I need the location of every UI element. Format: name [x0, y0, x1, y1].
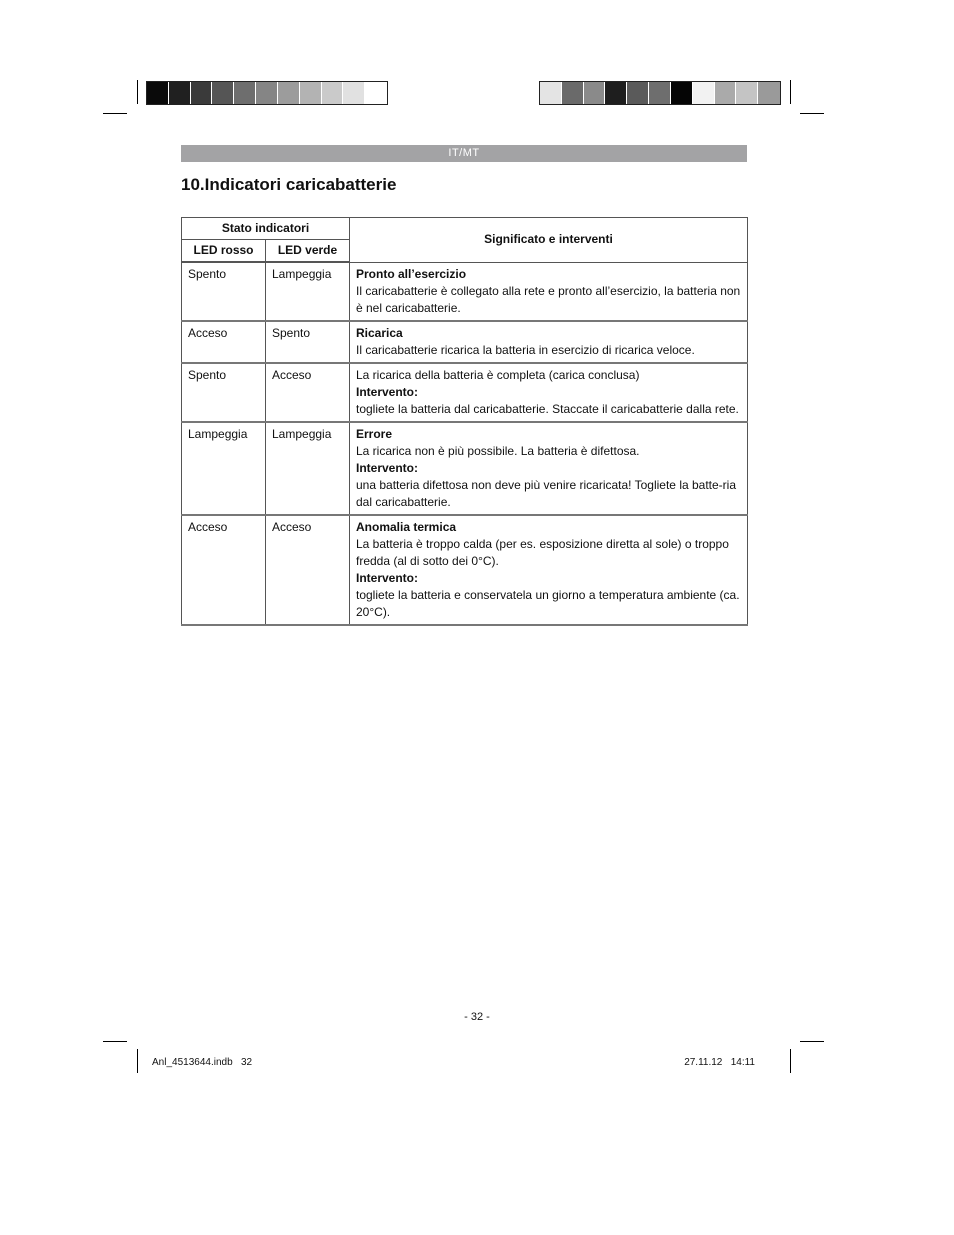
color-swatch [540, 82, 562, 104]
cell-meaning [350, 363, 748, 422]
header-meaning: Significato e interventi [350, 218, 748, 263]
meaning-description: La ricarica non è più possibile. La batteria è difettosa. [356, 443, 640, 458]
color-swatch [234, 82, 256, 104]
color-swatch [605, 82, 627, 104]
color-swatch [736, 82, 758, 104]
header-green-led: LED verde [266, 240, 350, 263]
cell-green-led: Acceso [266, 363, 350, 422]
meaning-description: La batteria è troppo calda (per es. esposizione diretta al sole) o troppo fredda (al di sotto dei 0°C). [356, 536, 729, 568]
language-band: IT/MT [181, 145, 747, 162]
cell-red-led: Acceso [182, 515, 266, 625]
meaning-description: Il caricabatterie è collegato alla rete e pronto all’esercizio, la batteria non è nel caricabatterie. [356, 283, 741, 315]
footer-date: 27.11.12 14:11 [684, 1057, 755, 1068]
color-swatch [715, 82, 737, 104]
color-swatch [169, 82, 191, 104]
color-swatch [343, 82, 365, 104]
cell-green-led: Lampeggia [266, 422, 350, 515]
table-body [182, 262, 748, 625]
action-text: una batteria difettosa non deve più venire ricaricata! Togliete la batte-ria dal caricabatterie. [356, 477, 737, 509]
color-swatch [322, 82, 344, 104]
color-swatch [278, 82, 300, 104]
action-label: Intervento: [356, 570, 419, 585]
cell-meaning [350, 321, 748, 363]
table-row [182, 422, 748, 515]
header-red-led: LED rosso [182, 240, 266, 263]
meaning-title: Pronto all’esercizio [356, 266, 467, 281]
meaning-title: Errore [356, 426, 393, 441]
section-title: 10.Indicatori caricabatterie [181, 175, 397, 194]
crop-mark [800, 1041, 824, 1042]
action-text: togliete la batteria e conservatela un giorno a temperatura ambiente (ca. 20°C). [356, 587, 740, 619]
meaning-description: La ricarica della batteria è completa (carica conclusa) [356, 367, 640, 382]
cell-red-led: Lampeggia [182, 422, 266, 515]
color-swatch [562, 82, 584, 104]
action-label: Intervento: [356, 460, 419, 475]
page-number: - 32 - [464, 1011, 490, 1023]
table-row [182, 321, 748, 363]
cell-meaning [350, 515, 748, 625]
color-swatch [584, 82, 606, 104]
color-swatch [649, 82, 671, 104]
cell-red-led: Acceso [182, 321, 266, 363]
crop-mark [137, 80, 138, 104]
color-bar-left [146, 81, 388, 105]
color-swatch [191, 82, 213, 104]
crop-mark [137, 1049, 138, 1073]
cell-green-led: Acceso [266, 515, 350, 625]
color-swatch [671, 82, 693, 104]
header-state: Stato indicatori [182, 218, 350, 240]
footer-file: Anl_4513644.indb 32 [152, 1057, 253, 1068]
color-swatch [758, 82, 780, 104]
crop-mark [790, 80, 791, 104]
table-row [182, 262, 748, 321]
color-swatch [212, 82, 234, 104]
cell-meaning [350, 422, 748, 515]
meaning-description: Il caricabatterie ricarica la batteria in esercizio di ricarica veloce. [356, 342, 695, 357]
cell-green-led: Spento [266, 321, 350, 363]
cell-red-led: Spento [182, 262, 266, 321]
table-row [182, 515, 748, 625]
color-bar-right [539, 81, 781, 105]
color-swatch [627, 82, 649, 104]
action-label: Intervento: [356, 384, 419, 399]
meaning-title: Anomalia termica [356, 519, 457, 534]
crop-mark [103, 113, 127, 114]
color-swatch [365, 82, 387, 104]
cell-red-led: Spento [182, 363, 266, 422]
color-swatch [256, 82, 278, 104]
color-swatch [300, 82, 322, 104]
cell-green-led: Lampeggia [266, 262, 350, 321]
crop-mark [103, 1041, 127, 1042]
action-text: togliete la batteria dal caricabatterie. Staccate il caricabatterie dalla rete. [356, 401, 739, 416]
crop-mark [790, 1049, 791, 1073]
meaning-title: Ricarica [356, 325, 403, 340]
cell-meaning [350, 262, 748, 321]
indicator-table [181, 217, 748, 626]
crop-mark [800, 113, 824, 114]
color-swatch [147, 82, 169, 104]
color-swatch [693, 82, 715, 104]
table-row [182, 363, 748, 422]
